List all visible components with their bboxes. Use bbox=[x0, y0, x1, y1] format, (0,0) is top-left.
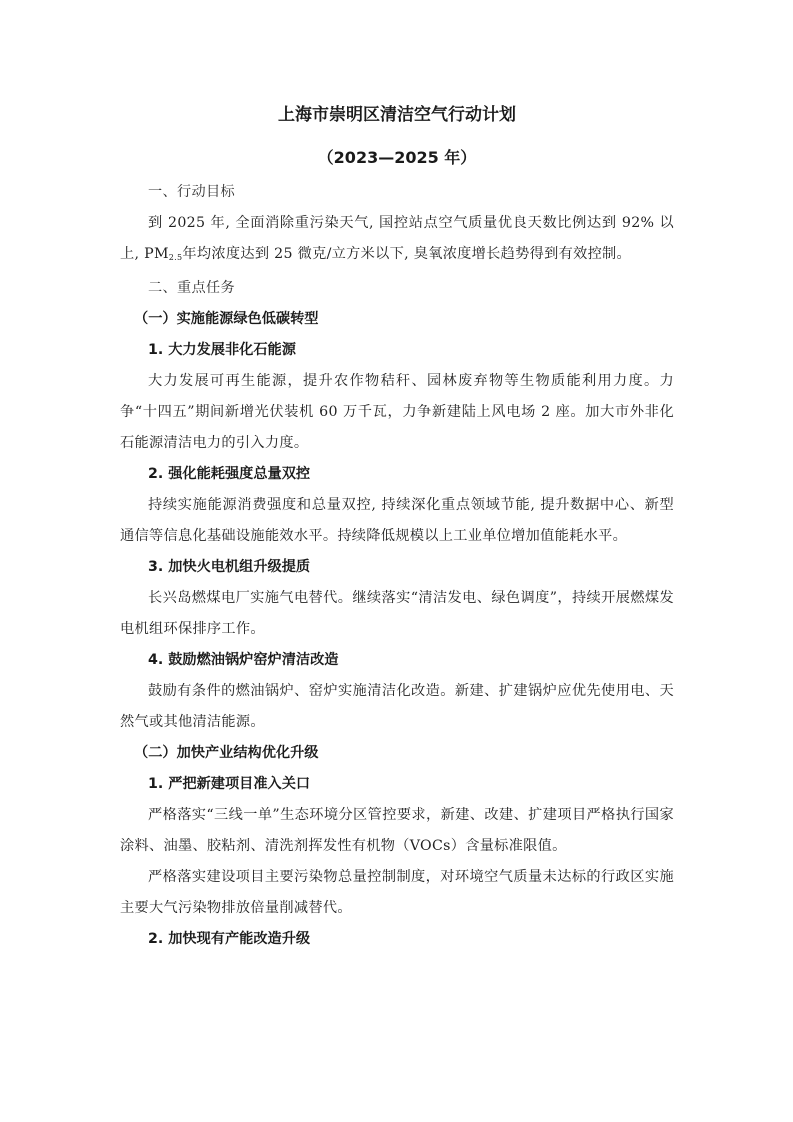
paragraph-thermal-power: 长兴岛燃煤电厂实施气电替代。继续落实“清洁发电、绿色调度”，持续开展燃煤发电机组环保排序工作。 bbox=[120, 590, 674, 637]
paragraph-project-access-2: 严格落实建设项目主要污染物总量控制制度，对环境空气质量未达标的行政区实施主要大气污染物排放倍量削减替代。 bbox=[120, 869, 674, 916]
paragraph-goals-post: 年均浓度达到 25 微克/立方米以下, 臭氧浓度增长趋势得到有效控制。 bbox=[182, 246, 632, 262]
paragraph-non-fossil: 大力发展可再生能源，提升农作物秸秆、园林废弃物等生物质能利用力度。力争“十四五”期间新增光伏装机 60 万千瓦，力争新建陆上风电场 2 座。加大市外非化石能源清洁电力的引入力度。 bbox=[120, 373, 674, 451]
subsection-heading-industry: （二）加快产业结构优化升级 bbox=[134, 745, 319, 761]
item-heading-thermal-power: 3. 加快火电机组升级提质 bbox=[148, 559, 311, 575]
document-content bbox=[120, 100, 674, 955]
document-subtitle: （2023—2025 年） bbox=[317, 148, 477, 167]
paragraph-goals-pre: 到 2025 年, 全面消除重污染天气, 国控站点空气质量优良天数比例达到 92% 以上, PM bbox=[120, 215, 674, 262]
section-heading-tasks: 二、重点任务 bbox=[148, 280, 235, 296]
paragraph-dual-control: 持续实施能源消费强度和总量双控, 持续深化重点领域节能, 提升数据中心、新型通信等信息化基础设施能效水平。持续降低规模以上工业单位增加值能耗水平。 bbox=[120, 497, 674, 544]
subsection-heading-energy: （一）实施能源绿色低碳转型 bbox=[134, 311, 319, 327]
item-heading-non-fossil: 1. 大力发展非化石能源 bbox=[148, 342, 296, 358]
paragraph-goals bbox=[120, 208, 674, 273]
item-heading-project-access: 1. 严把新建项目准入关口 bbox=[148, 776, 311, 792]
item-heading-capacity-upgrade: 2. 加快现有产能改造升级 bbox=[148, 931, 311, 947]
document-title: 上海市崇明区清洁空气行动计划 bbox=[278, 105, 516, 125]
paragraph-boiler: 鼓励有条件的燃油锅炉、窑炉实施清洁化改造。新建、扩建锅炉应优先使用电、天然气或其他清洁能源。 bbox=[120, 683, 674, 730]
pm-subscript: 2.5 bbox=[168, 253, 183, 262]
item-heading-boiler: 4. 鼓励燃油锅炉窑炉清洁改造 bbox=[148, 652, 339, 668]
section-heading-goals: 一、行动目标 bbox=[148, 184, 235, 200]
paragraph-project-access-1: 严格落实“三线一单”生态环境分区管控要求，新建、改建、扩建项目严格执行国家涂料、油墨、胶粘剂、清洗剂挥发性有机物（VOCs）含量标准限值。 bbox=[120, 807, 674, 854]
item-heading-dual-control: 2. 强化能耗强度总量双控 bbox=[148, 466, 311, 482]
